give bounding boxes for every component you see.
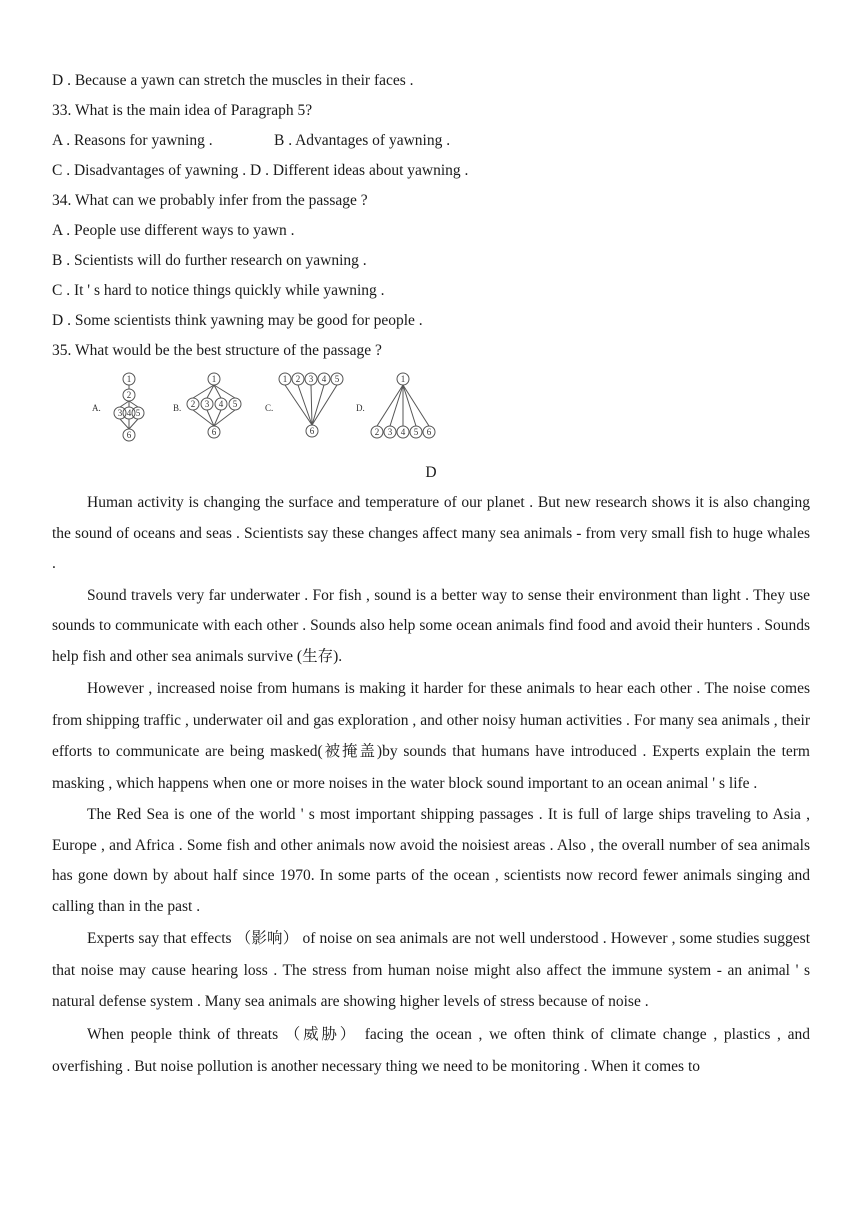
diagram-c-node-3: 3 (308, 374, 314, 384)
q33-option-b: B . Advantages of yawning . (274, 132, 451, 149)
diagram-b-node-6: 6 (211, 427, 217, 437)
q33-options-ab (52, 126, 810, 156)
diagram-d-node-2: 2 (374, 427, 380, 437)
diagram-a-node-6: 6 (126, 430, 132, 440)
passage-title: D (425, 464, 437, 481)
diagram-b-node-3: 3 (204, 399, 210, 409)
diagram-a-node-3: 3 (117, 408, 123, 418)
diagram-c (265, 373, 343, 437)
passage-paragraph-2: Sound travels very far underwater . For fish , sound is a better way to sense their environment than light . They use sounds to communicate with each other . Sounds also help some ocean animals find food and avoid their hunters . Sounds help fish and other sea animals survive (生存). (52, 586, 810, 665)
diagram-b (173, 373, 241, 438)
diagram-a-node-5: 5 (135, 408, 141, 418)
passage-paragraph-3: However , increased noise from humans is making it harder for these animals to hear each other . The noise comes from shipping traffic , underwater oil and gas exploration , and other noisy human activities . For many sea animals , their efforts to communicate are being masked(被掩盖)by sounds that humans have introduced . Experts explain the term masking , which happens when one or more noises in the water block sound important to an ocean animal ' s life . (52, 680, 810, 792)
q33-option-a: A . Reasons for yawning . (52, 132, 213, 149)
q35-question: 35. What would be the best structure of the passage ? (52, 342, 382, 359)
diagram-b-node-1: 1 (211, 374, 217, 384)
passage-paragraph-6: When people think of threats （威胁） facing the ocean , we often think of climate change , plastics , and overfishing . But noise pollution is another necessary thing we need to be monitoring . When it comes to (52, 1025, 810, 1075)
exam-page (52, 66, 810, 1084)
passage-paragraph-1: Human activity is changing the surface and temperature of our planet . But new research shows it is also changing the sound of oceans and seas . Scientists say these changes affect many sea animals - from very small fish to huge whales . (52, 494, 810, 572)
q34-option-c: C . It ' s hard to notice things quickly while yawning . (52, 282, 385, 299)
diagram-c-node-4: 4 (321, 374, 327, 384)
diagram-a-node-2: 2 (126, 390, 132, 400)
diagram-c-node-2: 2 (295, 374, 301, 384)
diagram-c-node-6: 6 (309, 426, 315, 436)
diagram-c-node-5: 5 (334, 374, 340, 384)
q34-option-b: B . Scientists will do further research on yawning . (52, 252, 367, 269)
diagram-d-node-4: 4 (400, 427, 406, 437)
diagram-b-node-2: 2 (190, 399, 196, 409)
structure-diagrams (52, 370, 810, 446)
diagram-d-node-5: 5 (413, 427, 419, 437)
q34-question: 34. What can we probably infer from the passage ? (52, 192, 368, 209)
q34-option-d: D . Some scientists think yawning may be good for people . (52, 312, 423, 329)
diagram-b-node-4: 4 (218, 399, 224, 409)
diagram-d (356, 373, 435, 438)
structure-diagrams-svg (92, 370, 452, 446)
diagram-a-node-4: 4 (126, 408, 132, 418)
diagram-b-node-5: 5 (232, 399, 238, 409)
diagram-d-node-6: 6 (426, 427, 432, 437)
diagram-b-label: B. (173, 403, 182, 413)
passage-paragraph-4: The Red Sea is one of the world ' s most important shipping passages . It is full of large ships traveling to Asia , Europe , and Africa . Some fish and other animals now avoid the noisiest areas . Also , the overall number of sea animals has gone down by about half since 1970. In some parts of the ocean , scientists now record fewer animals singing and calling than in the past . (52, 806, 810, 915)
diagram-d-node-1: 1 (400, 374, 406, 384)
q33-question: 33. What is the main idea of Paragraph 5? (52, 102, 313, 119)
diagram-c-label: C. (265, 403, 274, 413)
q33-options-cd: C . Disadvantages of yawning . D . Different ideas about yawning . (52, 162, 469, 179)
q32-option-d: D . Because a yawn can stretch the muscles in their faces . (52, 72, 414, 89)
diagram-c-node-1: 1 (282, 374, 288, 384)
diagram-d-label: D. (356, 403, 365, 413)
diagram-a-node-1: 1 (126, 374, 132, 384)
diagram-d-node-3: 3 (387, 427, 393, 437)
diagram-a (92, 373, 144, 441)
q34-option-a: A . People use different ways to yawn . (52, 222, 295, 239)
diagram-a-label: A. (92, 403, 101, 413)
passage-paragraph-5: Experts say that effects （影响） of noise on sea animals are not well understood . However , some studies suggest that noise may cause hearing loss . The stress from human noise might also affect the immune system - an animal ' s natural defense system . Many sea animals are showing higher levels of stress because of noise . (52, 930, 810, 1010)
